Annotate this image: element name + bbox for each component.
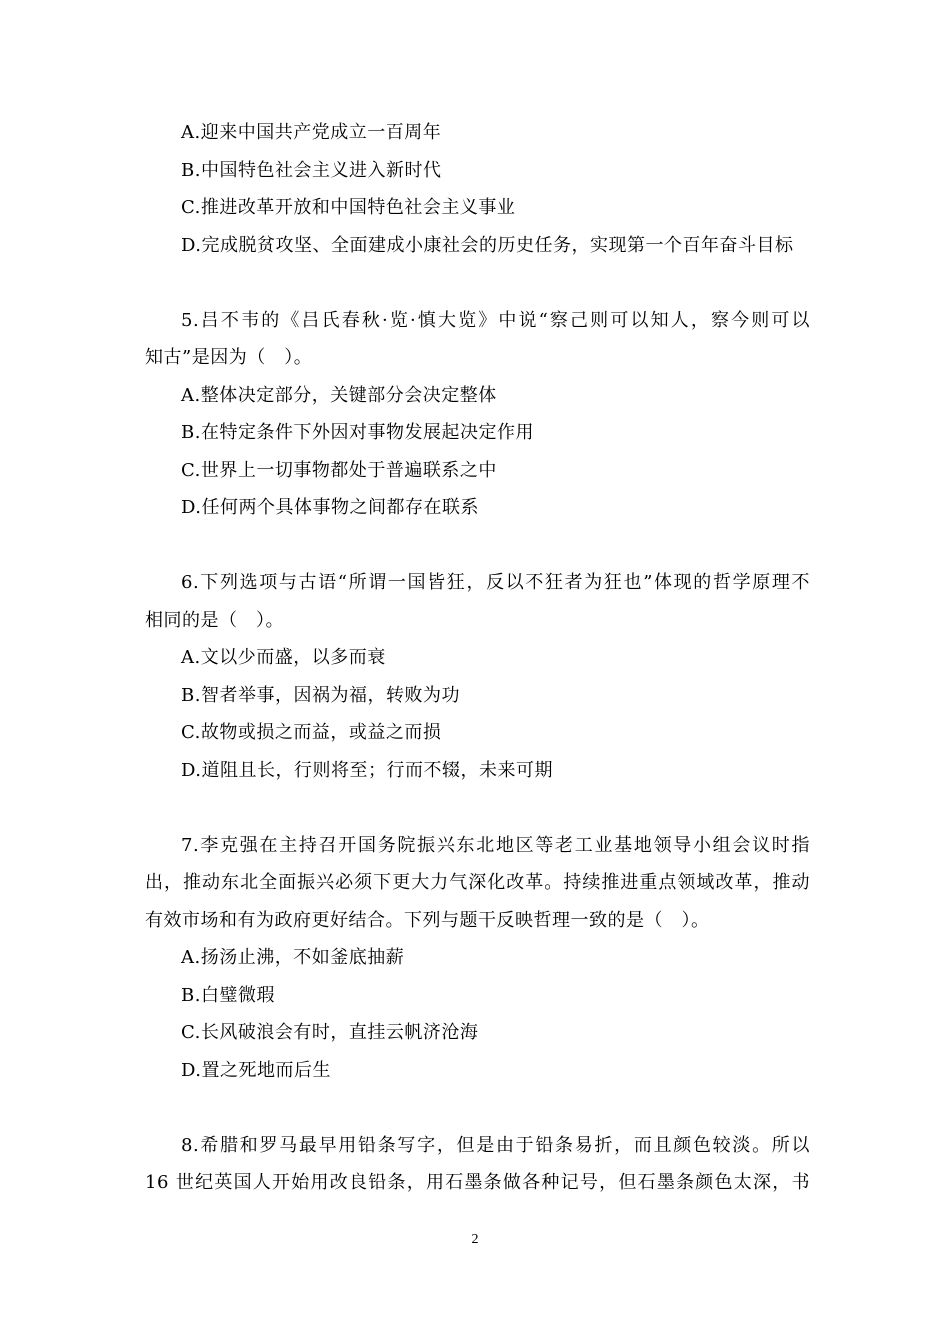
q7-stem-line-3: 有效市场和有为政府更好结合。下列与题干反映哲理一致的是（ ）。 — [145, 909, 710, 931]
page-content — [145, 114, 810, 1202]
q7-option-a: A.扬汤止沸，不如釜底抽薪 — [181, 947, 405, 968]
question-8 — [145, 1127, 810, 1202]
q4-option-d: D.完成脱贫攻坚、全面建成小康社会的历史任务，实现第一个百年奋斗目标 — [181, 234, 794, 256]
q5-option-c: C.世界上一切事物都处于普遍联系之中 — [181, 459, 497, 481]
spacer — [145, 527, 810, 565]
q5-option-b: B.在特定条件下外因对事物发展起决定作用 — [181, 422, 534, 443]
q6-option-a: A.文以少而盛，以多而衰 — [181, 647, 386, 668]
q7-option-b: B.白璧微瑕 — [181, 984, 275, 1006]
question-5 — [145, 302, 810, 527]
q4-option-b: B.中国特色社会主义进入新时代 — [181, 159, 442, 181]
q5-option-d: D.任何两个具体事物之间都存在联系 — [181, 497, 480, 518]
q6-option-b: B.智者举事，因祸为福，转败为功 — [181, 684, 460, 706]
q5-stem-line-2: 知古”是因为（ ）。 — [145, 347, 313, 368]
q5-stem-line-1: 5.吕不韦的《吕氏春秋·览·慎大览》中说“察己则可以知人，察今则可以 — [181, 309, 810, 331]
q7-stem-line-1: 7.李克强在主持召开国务院振兴东北地区等老工业基地领导小组会议时指 — [181, 834, 810, 856]
spacer — [145, 264, 810, 302]
q8-stem-line-2: 16 世纪英国人开始用改良铅条，用石墨条做各种记号，但石墨条颜色太深，书 — [145, 1172, 810, 1193]
q7-option-c: C.长风破浪会有时，直挂云帆济沧海 — [181, 1022, 479, 1043]
q8-stem-line-1: 8.希腊和罗马最早用铅条写字，但是由于铅条易折，而且颜色较淡。所以 — [181, 1134, 810, 1156]
q5-option-a: A.整体决定部分，关键部分会决定整体 — [181, 384, 497, 406]
q6-option-c: C.故物或损之而益，或益之而损 — [181, 722, 442, 743]
q6-stem-line-2: 相同的是（ ）。 — [145, 609, 284, 631]
spacer — [145, 789, 810, 827]
q6-stem-line-1: 6.下列选项与古语“所谓一国皆狂，反以不狂者为狂也”体现的哲学原理不 — [181, 572, 810, 593]
question-7 — [145, 827, 810, 1090]
q7-option-d: D.置之死地而后生 — [181, 1059, 332, 1081]
spacer — [145, 1089, 810, 1127]
q6-option-d: D.道阻且长，行则将至；行而不辍，未来可期 — [181, 759, 554, 781]
q4-option-a: A.迎来中国共产党成立一百周年 — [181, 122, 442, 143]
q4-option-c: C.推进改革开放和中国特色社会主义事业 — [181, 197, 516, 218]
question-4 — [145, 114, 810, 264]
page-number: 2 — [471, 1232, 479, 1247]
q7-stem-line-2: 出，推动东北全面振兴必须下更大力气深化改革。持续推进重点领域改革，推动 — [145, 872, 810, 893]
question-6 — [145, 564, 810, 789]
